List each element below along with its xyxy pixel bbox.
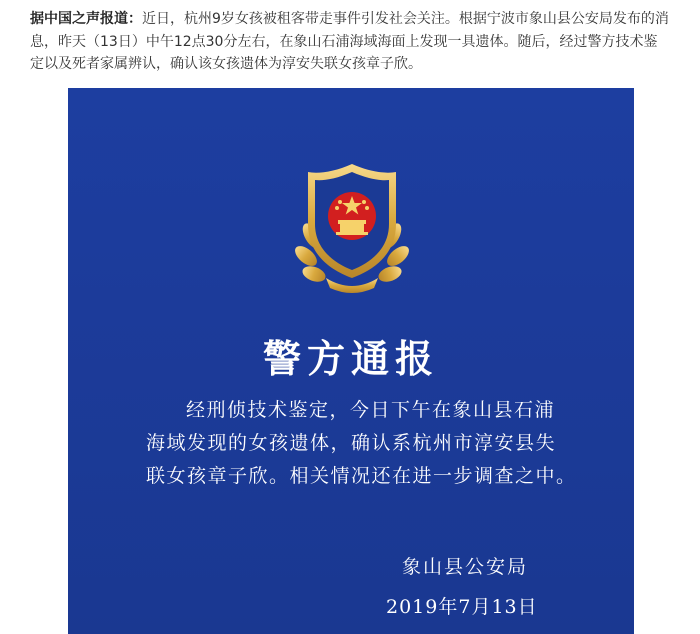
notice-body-line: 联女孩章子欣。相关情况还在进一步调查之中。 (146, 465, 577, 487)
article-intro (30, 8, 670, 76)
notice-body-line: 海域发现的女孩遗体，确认系杭州市淳安县失 (146, 432, 557, 454)
notice-body-line: 经刑侦技术鉴定，今日下午在象山县石浦 (186, 399, 556, 421)
notice-date: 2019年7月13日 (386, 596, 538, 618)
article-lead: 据中国之声报道： (30, 11, 142, 27)
notice-body (146, 394, 577, 493)
police-notice-image (68, 88, 634, 634)
notice-issuer: 象山县公安局 (402, 556, 529, 578)
notice-title: 警方通报 (262, 337, 439, 381)
article-text: 近日，杭州9岁女孩被租客带走事件引发社会关注。根据宁波市象山县公安局发布的消息，昨天（13日）中午12点30分左右，在象山石浦海域海面上发现一具遗体。随后，经过警方技术鉴定以及死者家属辨认，确认该女孩遗体为淳安失联女孩章子欣。 (30, 11, 669, 72)
police-emblem-icon (292, 158, 412, 298)
